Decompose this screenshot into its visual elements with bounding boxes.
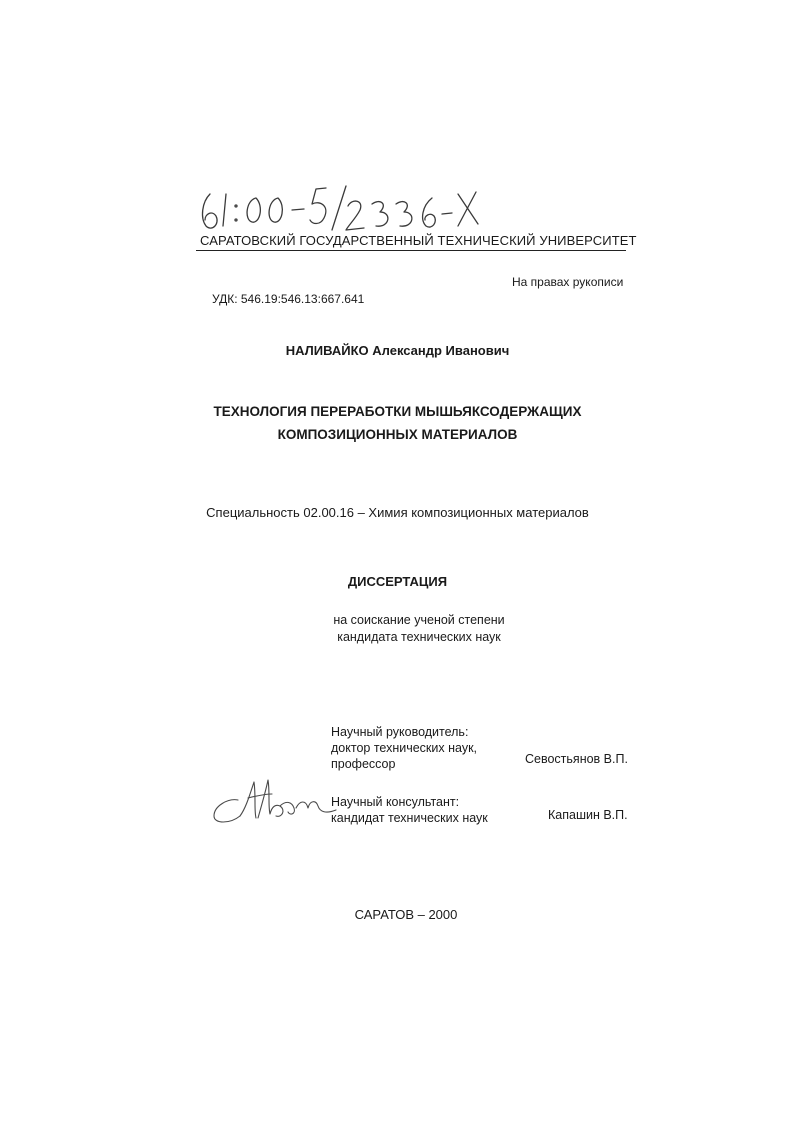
- consultant-name: Капашин В.П.: [548, 808, 628, 822]
- supervisor-label: [331, 724, 477, 772]
- handwritten-archive-number: [196, 180, 486, 236]
- supervisor-label-line-3: профессор: [331, 757, 396, 771]
- document-type: ДИССЕРТАЦИЯ: [347, 574, 448, 589]
- consultant-label: [331, 794, 488, 826]
- thesis-title-line-2: КОМПОЗИЦИОННЫХ МАТЕРИАЛОВ: [277, 427, 518, 442]
- consultant-label-line-1: Научный консультант:: [331, 795, 460, 809]
- author-name: НАЛИВАЙКО Александр Иванович: [285, 343, 510, 358]
- rights-notice: На правах рукописи: [512, 275, 624, 289]
- udc-code: УДК: 546.19:546.13:667.641: [212, 292, 365, 306]
- university-name: САРАТОВСКИЙ ГОСУДАРСТВЕННЫЙ ТЕХНИЧЕСКИЙ УНИВЕРСИТЕТ: [200, 233, 637, 248]
- degree-line-1: на соискание ученой степени: [333, 613, 505, 627]
- consultant-label-line-2: кандидат технических наук: [331, 811, 488, 825]
- degree-line-2: кандидата технических наук: [337, 630, 501, 644]
- specialty: Специальность 02.00.16 – Химия композиционных материалов: [206, 505, 589, 520]
- degree-sought: [0, 612, 795, 646]
- signature: [210, 770, 340, 830]
- supervisor-label-line-2: доктор технических наук,: [331, 741, 478, 755]
- header-divider: [196, 250, 626, 251]
- supervisor-name: Севостьянов В.П.: [525, 752, 628, 766]
- supervisor-label-line-1: Научный руководитель:: [331, 725, 469, 739]
- thesis-title: [0, 400, 795, 446]
- city-and-year: САРАТОВ – 2000: [354, 907, 458, 922]
- thesis-title-line-1: ТЕХНОЛОГИЯ ПЕРЕРАБОТКИ МЫШЬЯКСОДЕРЖАЩИХ: [213, 404, 582, 419]
